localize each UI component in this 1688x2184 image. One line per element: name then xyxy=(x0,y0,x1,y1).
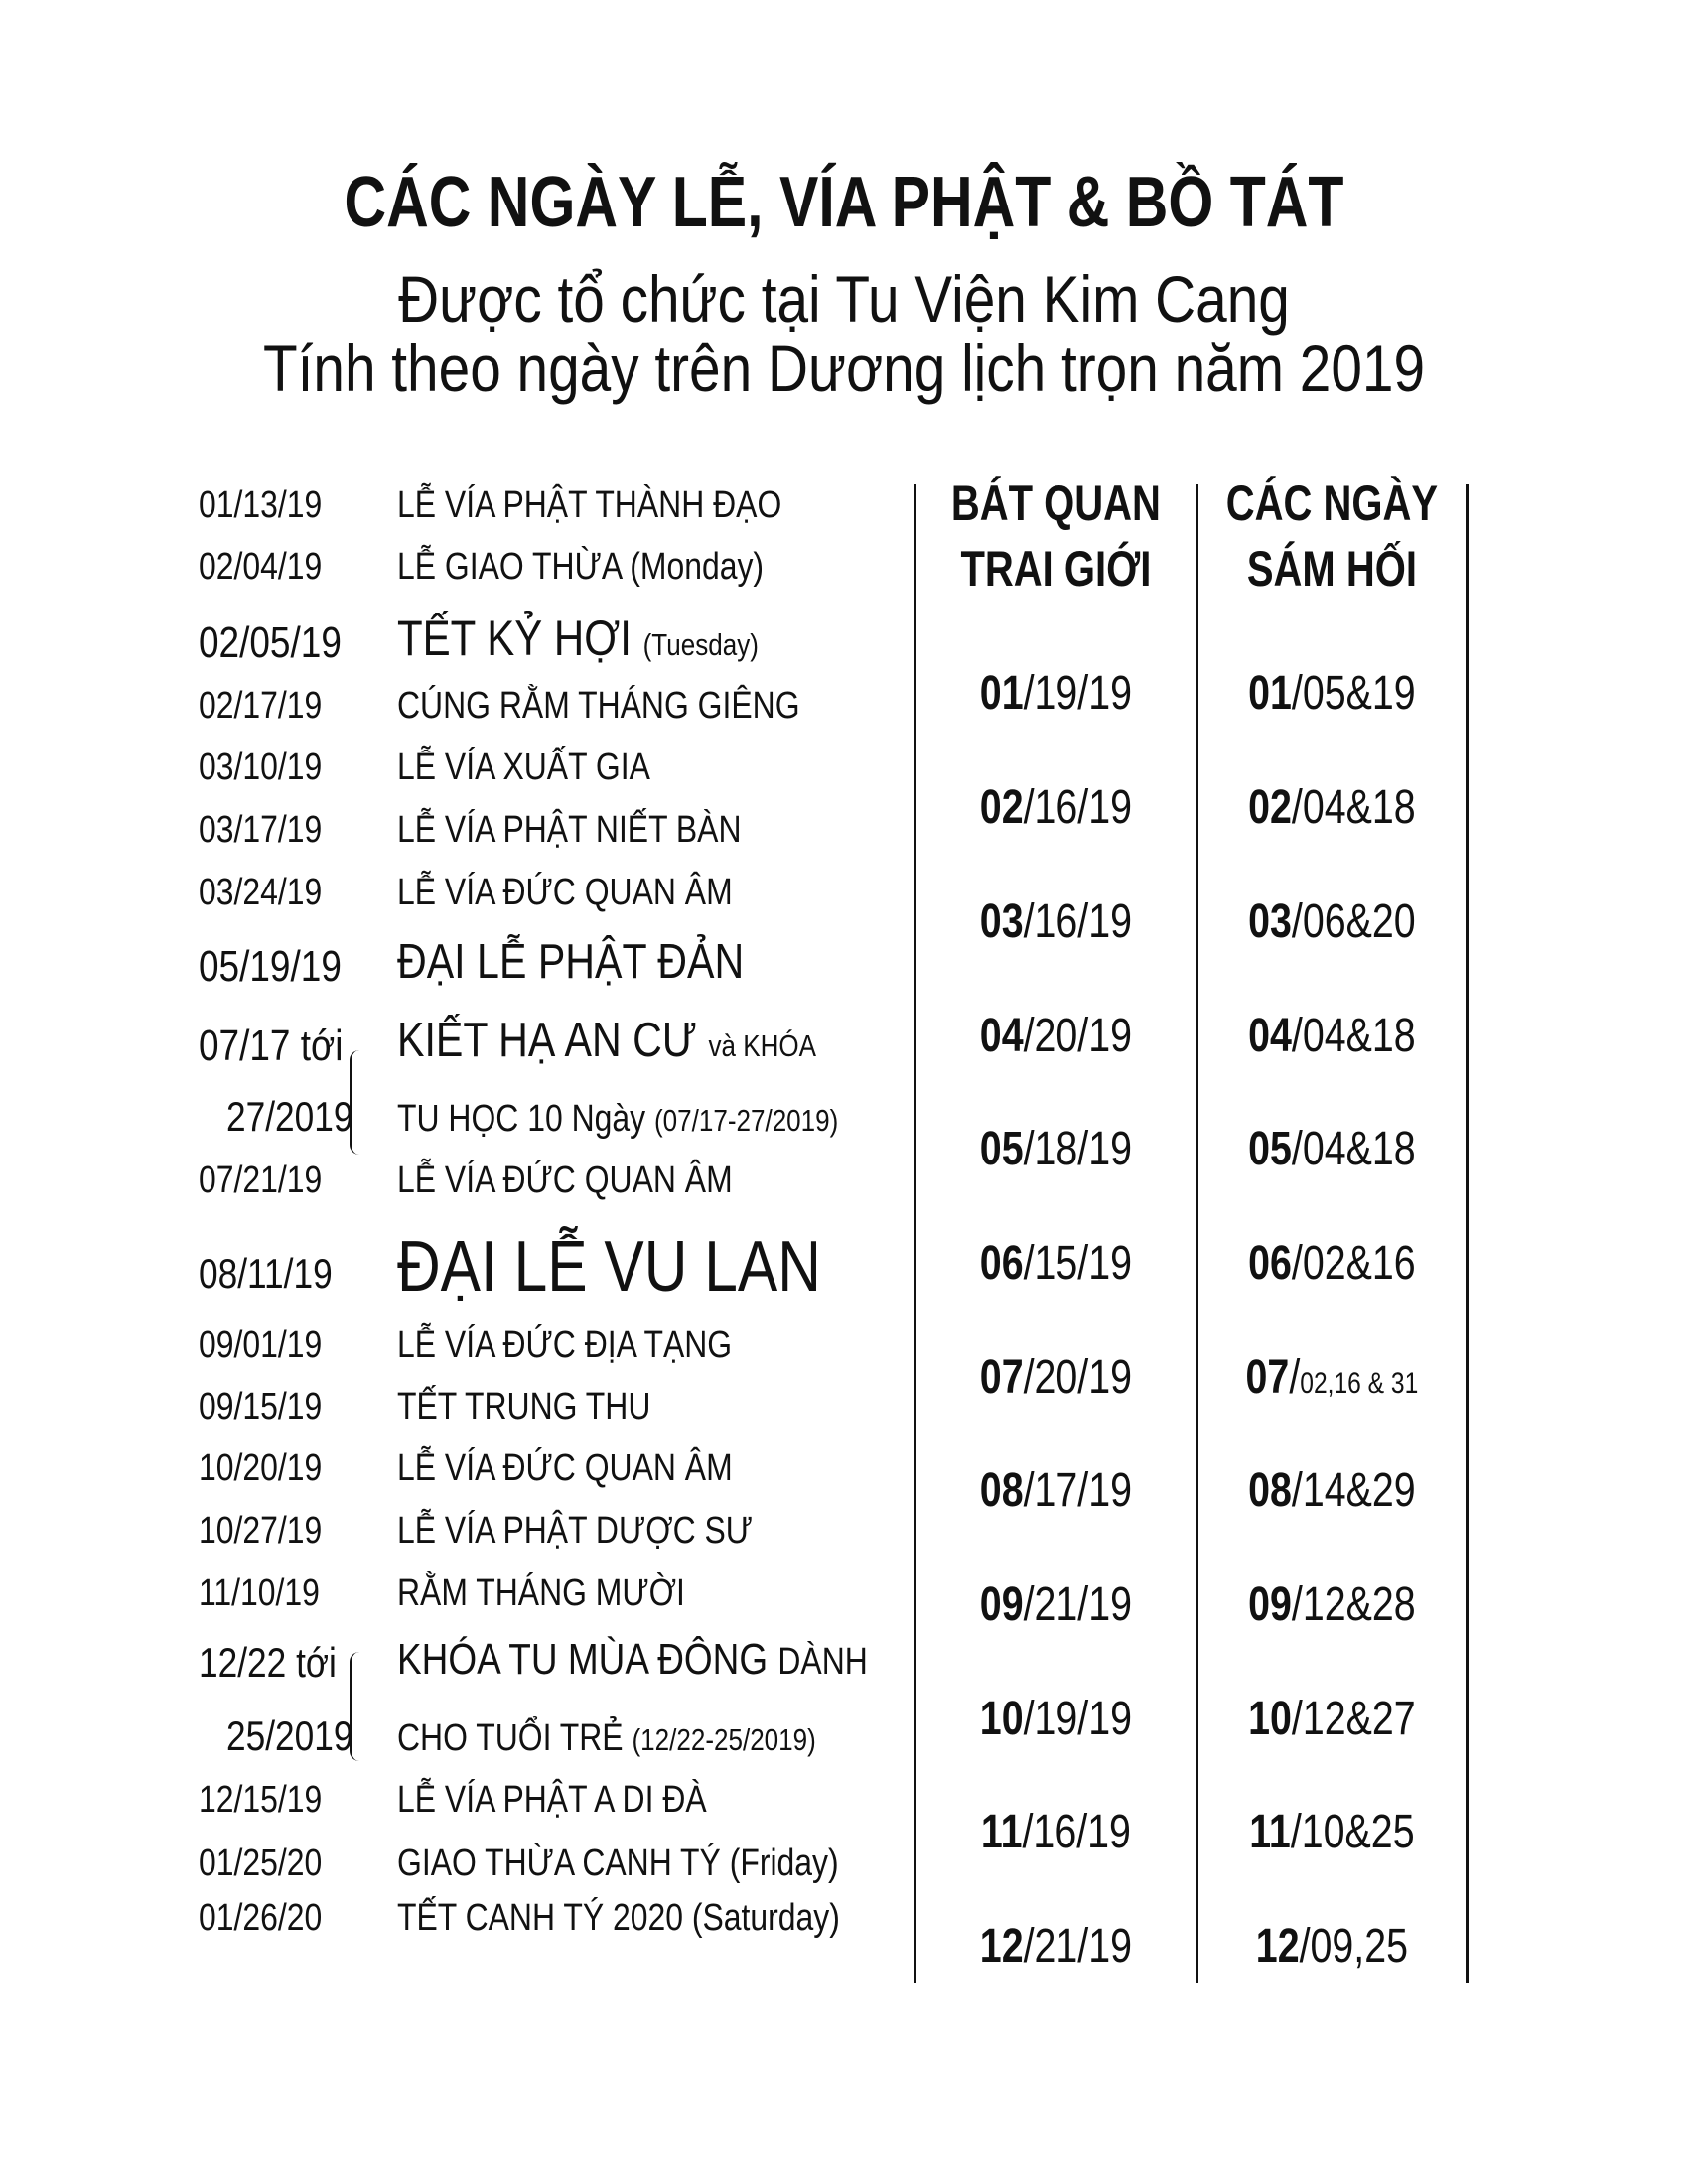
sam-hoi-date: 10/12&27 xyxy=(1248,1693,1416,1745)
event-title: LỄ VÍA ĐỨC ĐỊA TẠNG xyxy=(397,1324,733,1366)
event-title: GIAO THỪA CANH TÝ (Friday) xyxy=(397,1843,839,1884)
event-date: 03/10/19 xyxy=(199,747,323,788)
event-title: LỄ VÍA ĐỨC QUAN ÂM xyxy=(397,872,733,913)
event-date: 03/17/19 xyxy=(199,809,323,851)
sam-hoi-date: 12/09,25 xyxy=(1255,1920,1409,1973)
event-title: KIẾT HẠ AN CƯ và KHÓA xyxy=(397,1014,817,1067)
event-date: 01/13/19 xyxy=(199,484,323,526)
event-title: CÚNG RẰM THÁNG GIÊNG xyxy=(397,685,800,727)
event-title: CHO TUỔI TRẺ (12/22-25/2019) xyxy=(397,1717,816,1759)
bat-quan-date: 07/20/19 xyxy=(979,1351,1133,1404)
bat-quan-header-line1: BÁT QUAN xyxy=(950,476,1161,531)
event-title: RẰM THÁNG MƯỜI xyxy=(397,1572,685,1614)
event-date: 03/24/19 xyxy=(199,872,323,913)
event-date: 07/17 tới xyxy=(199,1022,344,1070)
bat-quan-date: 05/18/19 xyxy=(979,1123,1133,1175)
sam-hoi-date: 05/04&18 xyxy=(1248,1123,1416,1175)
event-date: 12/22 tới xyxy=(199,1639,337,1686)
event-title: TẾT TRUNG THU xyxy=(397,1386,651,1428)
column-divider xyxy=(914,484,916,1983)
bat-quan-date: 09/21/19 xyxy=(979,1578,1133,1631)
event-title: LỄ VÍA ĐỨC QUAN ÂM xyxy=(397,1160,733,1201)
event-date: 12/15/19 xyxy=(199,1779,323,1821)
event-title: LỄ VÍA XUẤT GIA xyxy=(397,747,650,788)
event-date: 08/11/19 xyxy=(199,1250,333,1297)
sam-hoi-date: 07/02,16 & 31 xyxy=(1245,1351,1419,1404)
bat-quan-date: 11/16/19 xyxy=(980,1806,1131,1858)
page-title: CÁC NGÀY LỄ, VÍA PHẬT & BỒ TÁT xyxy=(344,163,1344,242)
event-date: 07/21/19 xyxy=(199,1160,323,1201)
event-title: LỄ VÍA PHẬT THÀNH ĐẠO xyxy=(397,484,782,526)
event-date: 02/05/19 xyxy=(199,618,342,667)
bat-quan-date: 08/17/19 xyxy=(979,1464,1133,1517)
sam-hoi-date: 06/02&16 xyxy=(1248,1237,1416,1290)
bat-quan-date: 01/19/19 xyxy=(979,667,1133,720)
event-date: 09/15/19 xyxy=(199,1386,323,1428)
event-date: 01/25/20 xyxy=(199,1843,323,1884)
sam-hoi-header-line2: SÁM HỐI xyxy=(1246,541,1417,597)
event-date: 10/20/19 xyxy=(199,1447,323,1489)
event-title: ĐẠI LỄ VU LAN xyxy=(397,1227,821,1306)
event-title: TU HỌC 10 Ngày (07/17-27/2019) xyxy=(397,1098,839,1140)
event-date: 02/17/19 xyxy=(199,685,323,727)
bat-quan-date: 03/16/19 xyxy=(979,895,1133,948)
event-title: LỄ VÍA PHẬT NIẾT BÀN xyxy=(397,809,742,851)
subtitle-calendar-note: Tính theo ngày trên Dương lịch trọn năm 2019 xyxy=(262,332,1426,405)
event-date: 27/2019 xyxy=(226,1093,353,1140)
bat-quan-date: 12/21/19 xyxy=(979,1920,1133,1973)
date-range-brace xyxy=(350,1050,363,1155)
sam-hoi-date: 11/10&25 xyxy=(1249,1806,1415,1858)
bat-quan-date: 04/20/19 xyxy=(979,1010,1133,1062)
sam-hoi-header-line1: CÁC NGÀY xyxy=(1225,476,1439,531)
sam-hoi-date: 04/04&18 xyxy=(1248,1010,1416,1062)
bat-quan-header-line2: TRAI GIỚI xyxy=(960,541,1152,597)
sam-hoi-date: 01/05&19 xyxy=(1248,667,1416,720)
sam-hoi-date: 08/14&29 xyxy=(1248,1464,1416,1517)
column-divider xyxy=(1196,484,1198,1983)
event-title: KHÓA TU MÙA ĐÔNG DÀNH xyxy=(397,1635,868,1684)
subtitle-location: Được tổ chức tại Tu Viện Kim Cang xyxy=(398,262,1290,336)
event-date: 10/27/19 xyxy=(199,1510,323,1552)
column-divider xyxy=(1466,484,1469,1983)
event-date: 01/26/20 xyxy=(199,1897,323,1939)
event-title: LỄ GIAO THỪA (Monday) xyxy=(397,546,765,588)
sam-hoi-date: 03/06&20 xyxy=(1248,895,1416,948)
event-title: TẾT KỶ HỢI (Tuesday) xyxy=(397,611,759,666)
date-range-brace xyxy=(350,1652,363,1761)
sam-hoi-date: 02/04&18 xyxy=(1248,781,1416,834)
event-title: TẾT CANH TÝ 2020 (Saturday) xyxy=(397,1897,840,1939)
bat-quan-date: 02/16/19 xyxy=(979,781,1133,834)
event-date: 02/04/19 xyxy=(199,546,323,588)
event-date: 05/19/19 xyxy=(199,942,342,991)
event-date: 11/10/19 xyxy=(199,1572,320,1614)
bat-quan-date: 06/15/19 xyxy=(979,1237,1133,1290)
sam-hoi-date: 09/12&28 xyxy=(1248,1578,1416,1631)
event-title: ĐẠI LỄ PHẬT ĐẢN xyxy=(397,935,745,989)
bat-quan-date: 10/19/19 xyxy=(979,1693,1133,1745)
event-title: LỄ VÍA PHẬT A DI ĐÀ xyxy=(397,1779,707,1821)
event-date: 25/2019 xyxy=(226,1712,353,1759)
event-title: LỄ VÍA ĐỨC QUAN ÂM xyxy=(397,1447,733,1489)
event-date: 09/01/19 xyxy=(199,1324,323,1366)
event-title: LỄ VÍA PHẬT DƯỢC SƯ xyxy=(397,1510,754,1552)
